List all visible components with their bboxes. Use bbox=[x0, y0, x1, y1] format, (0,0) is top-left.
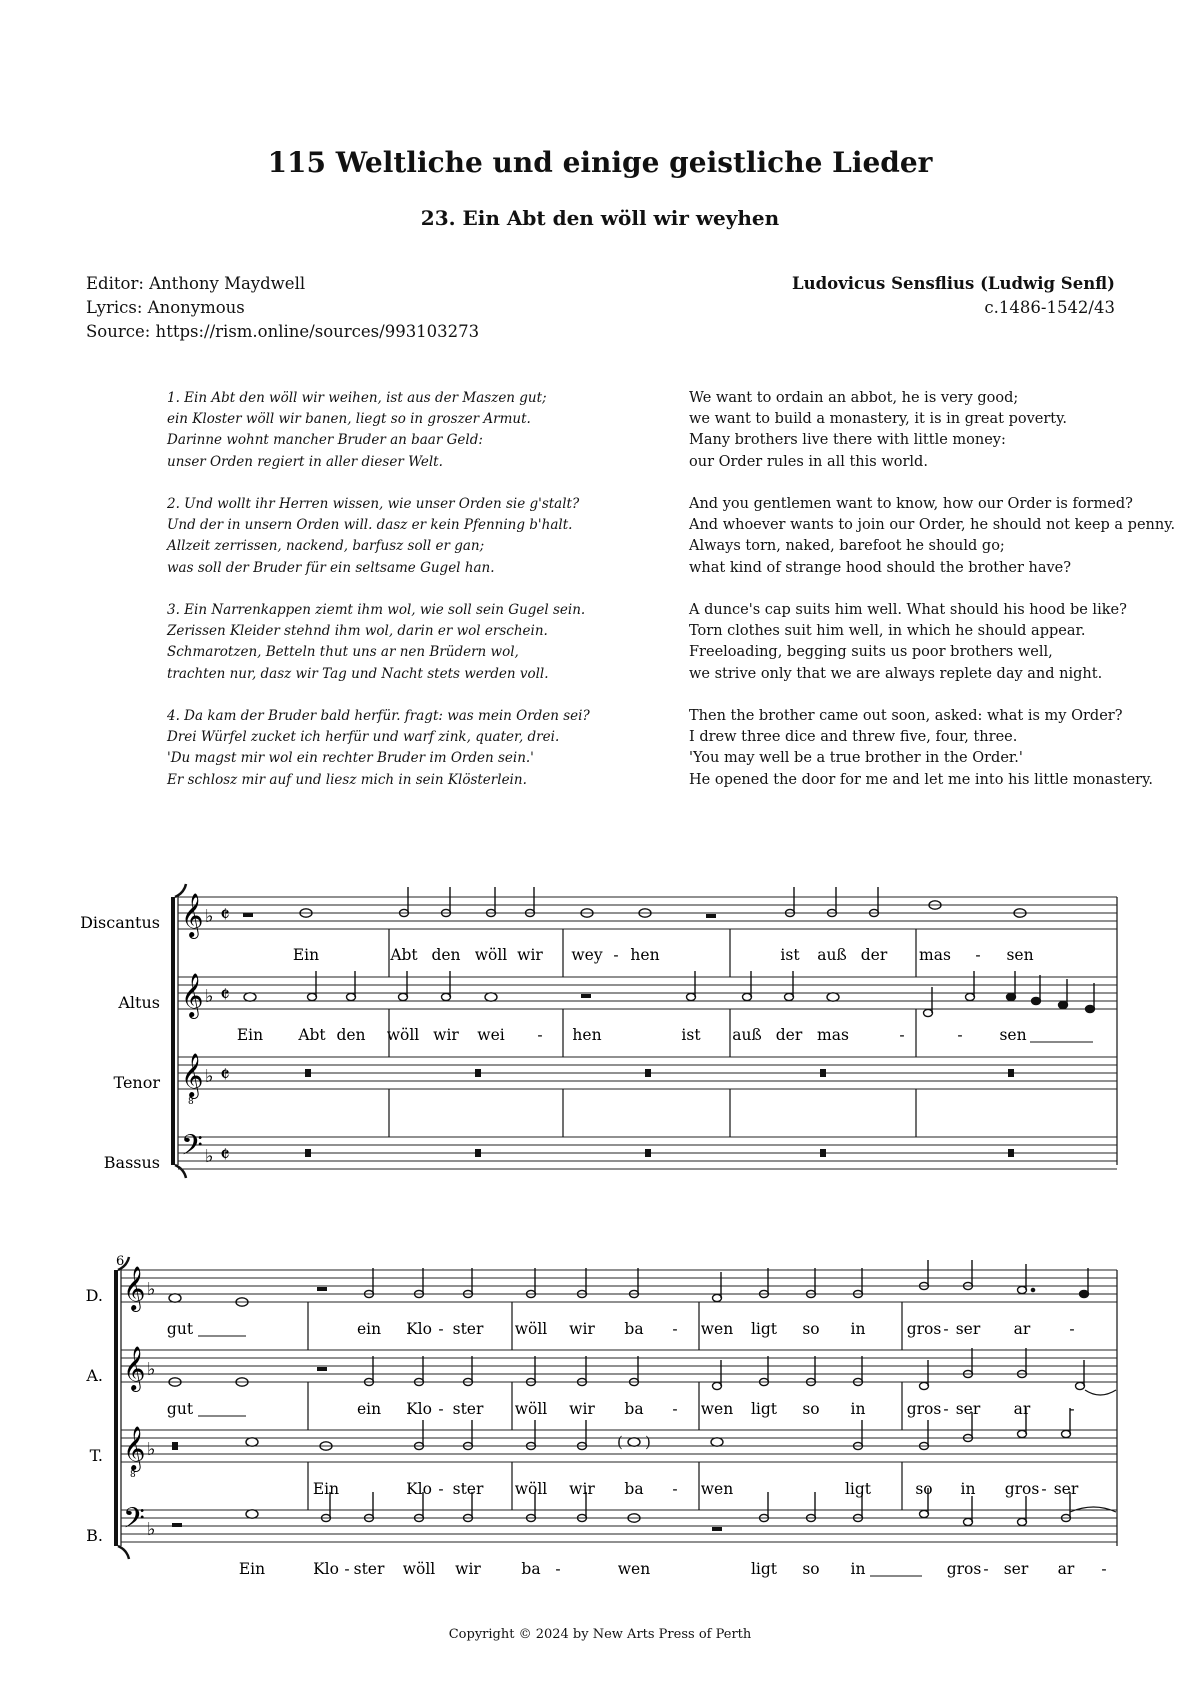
lyrics-discantus bbox=[293, 946, 1034, 964]
lyric-syllable: - bbox=[983, 1560, 989, 1578]
verse-line: what kind of strange hood should the brother have? bbox=[689, 559, 1072, 576]
lyric-syllable: so bbox=[802, 1320, 820, 1338]
verse-line: 3. Ein Narrenkappen ziemt ihm wol, wie soll sein Gugel sein. bbox=[167, 602, 586, 618]
lyric-syllable: in bbox=[850, 1320, 866, 1338]
lyric-syllable: ar bbox=[1057, 1560, 1075, 1578]
lyric-syllable: wir bbox=[455, 1560, 481, 1578]
treble-clef-icon: 𝄞 bbox=[181, 893, 204, 937]
lyric-syllable: ist bbox=[780, 946, 800, 964]
verse-de-2 bbox=[167, 494, 579, 579]
treble-clef-8-icon: 𝄞 bbox=[123, 1426, 146, 1470]
lyrics-a bbox=[167, 1400, 1075, 1418]
treble-clef-icon: 𝄞 bbox=[123, 1266, 146, 1310]
lyric-syllable: ba bbox=[624, 1320, 644, 1338]
composer-name: Ludovicus Sensflius (Ludwig Senfl) bbox=[792, 274, 1115, 293]
verse-line: Torn clothes suit him well, in which he should appear. bbox=[689, 623, 1086, 640]
lyric-syllable: ser bbox=[955, 1320, 981, 1338]
a-notes bbox=[169, 1348, 1116, 1395]
lyric-syllable: wöll bbox=[402, 1560, 436, 1578]
verse-line: Then the brother came out soon, asked: what is my Order? bbox=[689, 708, 1123, 724]
lyric-syllable: wir bbox=[517, 946, 543, 964]
lyric-syllable: so bbox=[915, 1480, 933, 1498]
bass-clef-icon: 𝄢 bbox=[181, 1129, 203, 1169]
verse-line: I drew three dice and threw five, four, three. bbox=[689, 729, 1018, 746]
lyric-syllable: ist bbox=[681, 1026, 701, 1044]
lyrics-altus bbox=[237, 1026, 1027, 1044]
cut-time-icon bbox=[220, 903, 230, 1168]
voice-name: Tenor bbox=[113, 1073, 160, 1092]
lyric-syllable: sen bbox=[1006, 946, 1034, 964]
voice-name: Discantus bbox=[80, 913, 160, 932]
lyric-syllable: ba bbox=[624, 1400, 644, 1418]
verse-en-3 bbox=[689, 600, 1127, 685]
lyric-syllable: - bbox=[672, 1320, 678, 1338]
lyric-syllable: mas bbox=[919, 946, 951, 964]
svg-text:♭: ♭ bbox=[147, 1439, 156, 1460]
lyric-syllable: gros bbox=[946, 1560, 982, 1578]
altus-notes bbox=[244, 971, 1095, 1017]
composer-dates: c.1486-1542/43 bbox=[984, 298, 1115, 317]
lyric-syllable: wen bbox=[700, 1400, 734, 1418]
verse-line: He opened the door for me and let me into his little monastery. bbox=[689, 771, 1153, 788]
lyric-syllable: wir bbox=[569, 1320, 595, 1338]
lyric-syllable: wir bbox=[569, 1480, 595, 1498]
lyric-syllable: ar bbox=[1013, 1320, 1031, 1338]
lyric-syllable: - bbox=[943, 1400, 949, 1418]
svg-text:♭: ♭ bbox=[205, 906, 214, 927]
lyric-syllable: - bbox=[899, 1026, 905, 1044]
voice-name: A. bbox=[86, 1366, 103, 1385]
verse-line: Schmarotzen, Betteln thut uns ar nen Brüdern wol, bbox=[167, 644, 519, 661]
flat-key-icon bbox=[205, 906, 214, 1167]
lyric-syllable: ster bbox=[452, 1400, 484, 1418]
lyrics-t bbox=[313, 1480, 1079, 1498]
lyric-syllable: ster bbox=[353, 1560, 385, 1578]
lyric-syllable: ba bbox=[521, 1560, 541, 1578]
lyric-syllable: ba bbox=[624, 1480, 644, 1498]
lyric-syllable: ser bbox=[955, 1400, 981, 1418]
lyric-syllable: gros bbox=[906, 1400, 942, 1418]
lyric-syllable: so bbox=[802, 1400, 820, 1418]
lyric-syllable: - bbox=[344, 1560, 350, 1578]
svg-text:): ) bbox=[645, 1433, 651, 1451]
verse-line: Er schlosz mir auf und liesz mich in sein Klösterlein. bbox=[167, 771, 527, 788]
verse-line: Zerissen Kleider stehnd ihm wol, darin er wol erschein. bbox=[167, 623, 548, 640]
lyric-syllable: Ein bbox=[238, 1560, 266, 1578]
lyric-syllable: Klo bbox=[406, 1400, 432, 1418]
editor-credit: Editor: Anthony Maydwell bbox=[86, 274, 306, 293]
lyric-syllable: - bbox=[1041, 1480, 1047, 1498]
verse-line: 1. Ein Abt den wöll wir weihen, ist aus der Maszen gut; bbox=[167, 390, 547, 406]
lyric-syllable: - bbox=[1101, 1560, 1107, 1578]
lyric-syllable: ligt bbox=[750, 1560, 778, 1578]
verse-line: We want to ordain an abbot, he is very good; bbox=[689, 390, 1019, 406]
lyric-syllable: ligt bbox=[844, 1480, 872, 1498]
verse-line: 4. Da kam der Bruder bald herfür. fragt: was mein Orden sei? bbox=[167, 708, 590, 724]
lyric-syllable: - bbox=[672, 1480, 678, 1498]
verse-line: Many brothers live there with little money: bbox=[689, 432, 1006, 449]
svg-text:𝄵: 𝄵 bbox=[220, 1143, 230, 1168]
lyric-syllable: - bbox=[555, 1560, 561, 1578]
svg-text:♭: ♭ bbox=[147, 1359, 156, 1380]
lyric-syllable: - bbox=[1069, 1320, 1075, 1338]
voice-name: T. bbox=[89, 1446, 103, 1465]
voice-name: Altus bbox=[118, 993, 160, 1012]
score-system-1 bbox=[0, 880, 1200, 1180]
lyric-syllable: gros bbox=[906, 1320, 942, 1338]
lyric-syllable: wei bbox=[477, 1026, 505, 1044]
verse-line: Und der in unsern Orden will. dasz er kein Pfenning b'halt. bbox=[167, 517, 573, 534]
lyric-syllable: der bbox=[775, 1026, 803, 1044]
verse-de-1 bbox=[167, 388, 547, 473]
flat-key-icon bbox=[147, 1279, 156, 1540]
lyric-syllable: so bbox=[802, 1560, 820, 1578]
page-title: 115 Weltliche und einige geistliche Lieder bbox=[267, 146, 933, 179]
lyric-syllable: wen bbox=[700, 1320, 734, 1338]
lyric-syllable: - bbox=[438, 1320, 444, 1338]
verse-line: unser Orden regiert in aller dieser Welt. bbox=[167, 453, 443, 470]
verse-line: Allzeit zerrissen, nackend, barfusz soll er gan; bbox=[167, 538, 485, 555]
lyric-syllable: den bbox=[431, 946, 461, 964]
measure-number: 6 bbox=[116, 1254, 125, 1269]
score-system-2 bbox=[0, 1250, 1200, 1580]
lyric-syllable: in bbox=[960, 1480, 976, 1498]
lyric-syllable: wöll bbox=[514, 1400, 548, 1418]
lyric-syllable: auß bbox=[817, 946, 847, 964]
lyric-syllable: ser bbox=[1003, 1560, 1029, 1578]
lyric-syllable: - bbox=[957, 1026, 963, 1044]
verse-de-4 bbox=[167, 706, 590, 791]
page-subtitle: 23. Ein Abt den wöll wir weyhen bbox=[420, 206, 780, 230]
verse-en-4 bbox=[689, 706, 1153, 791]
lyric-syllable: Klo bbox=[313, 1560, 339, 1578]
lyric-syllable: wir bbox=[433, 1026, 459, 1044]
verse-line: we want to build a monastery, it is in great poverty. bbox=[689, 411, 1068, 428]
lyric-syllable: auß bbox=[732, 1026, 762, 1044]
octave-mark-icon: 8 bbox=[188, 1097, 194, 1107]
lyric-syllable: ar bbox=[1013, 1400, 1031, 1418]
lyric-syllable: - bbox=[1069, 1400, 1075, 1418]
staff-d bbox=[121, 1270, 1117, 1302]
d-notes bbox=[169, 1260, 1089, 1306]
lyric-syllable: ein bbox=[356, 1320, 382, 1338]
lyrics-b bbox=[239, 1560, 1107, 1578]
lyric-syllable: wöll bbox=[514, 1320, 548, 1338]
svg-text:(: ( bbox=[617, 1433, 623, 1451]
lyric-syllable: Klo bbox=[406, 1480, 432, 1498]
whole-rests bbox=[305, 1069, 1014, 1157]
svg-text:𝄵: 𝄵 bbox=[220, 903, 230, 928]
verse-line: Freeloading, begging suits us poor brothers well, bbox=[689, 644, 1053, 661]
lyric-syllable: der bbox=[860, 946, 888, 964]
lyric-syllable: wen bbox=[617, 1560, 651, 1578]
composer-block bbox=[792, 272, 1115, 320]
lyric-syllable: gut bbox=[166, 1320, 194, 1338]
lyric-syllable: hen bbox=[630, 946, 660, 964]
lyric-syllable: - bbox=[438, 1400, 444, 1418]
lyrics-credit: Lyrics: Anonymous bbox=[86, 298, 245, 317]
lyric-syllable: - bbox=[537, 1026, 543, 1044]
lyric-syllable: gros bbox=[1004, 1480, 1040, 1498]
lyric-syllable: hen bbox=[572, 1026, 602, 1044]
lyric-syllable: wöll bbox=[514, 1480, 548, 1498]
octave-mark-icon: 8 bbox=[130, 1470, 136, 1480]
svg-text:♭: ♭ bbox=[205, 986, 214, 1007]
verse-line: ein Kloster wöll wir banen, liegt so in groszer Armut. bbox=[167, 411, 531, 428]
lyric-syllable: den bbox=[336, 1026, 366, 1044]
svg-text:𝄵: 𝄵 bbox=[220, 1063, 230, 1088]
lyric-syllable: wir bbox=[569, 1400, 595, 1418]
verse-line: 'You may well be a true brother in the Order.' bbox=[689, 750, 1023, 767]
lyric-syllable: - bbox=[943, 1320, 949, 1338]
lyric-syllable: ein bbox=[356, 1400, 382, 1418]
lyric-syllable: - bbox=[613, 946, 619, 964]
verse-line: we strive only that we are always replete day and night. bbox=[689, 665, 1103, 682]
svg-text:♭: ♭ bbox=[147, 1279, 156, 1300]
svg-text:𝄵: 𝄵 bbox=[220, 983, 230, 1008]
lyric-syllable: in bbox=[850, 1560, 866, 1578]
credits bbox=[86, 272, 479, 344]
lyric-syllable: Abt bbox=[390, 946, 418, 964]
bass-clef-icon: 𝄢 bbox=[123, 1502, 145, 1542]
lyric-syllable: ligt bbox=[750, 1400, 778, 1418]
verse-line: our Order rules in all this world. bbox=[689, 453, 928, 470]
lyric-syllable: ster bbox=[452, 1320, 484, 1338]
treble-clef-icon: 𝄞 bbox=[181, 973, 204, 1017]
lyric-syllable: Ein bbox=[292, 946, 320, 964]
verse-line: And you gentlemen want to know, how our Order is formed? bbox=[689, 496, 1133, 512]
verse-en-2 bbox=[689, 494, 1175, 579]
verse-line: 'Du magst mir wol ein rechter Bruder im Orden sein.' bbox=[167, 750, 534, 767]
lyric-syllable: Ein bbox=[312, 1480, 340, 1498]
lyric-syllable: Klo bbox=[406, 1320, 432, 1338]
verse-line: And whoever wants to join our Order, he should not keep a penny. bbox=[689, 517, 1176, 534]
lyric-syllable: Abt bbox=[298, 1026, 326, 1044]
lyric-syllable: wöll bbox=[386, 1026, 420, 1044]
svg-text:♭: ♭ bbox=[205, 1066, 214, 1087]
svg-text:♭: ♭ bbox=[147, 1519, 156, 1540]
verse-line: 2. Und wollt ihr Herren wissen, wie unser Orden sie g'stalt? bbox=[167, 496, 580, 512]
lyrics-d bbox=[167, 1320, 1075, 1338]
lyric-syllable: - bbox=[975, 946, 981, 964]
svg-text:♭: ♭ bbox=[205, 1146, 214, 1167]
voice-name: D. bbox=[85, 1286, 103, 1305]
lyric-syllable: ster bbox=[452, 1480, 484, 1498]
lyric-syllable: in bbox=[850, 1400, 866, 1418]
lyric-syllable: Ein bbox=[236, 1026, 264, 1044]
verse-line: was soll der Bruder für ein seltsame Gugel han. bbox=[167, 559, 495, 576]
lyric-syllable: wöll bbox=[474, 946, 508, 964]
verse-line: Drei Würfel zucket ich herfür und warf zink, quater, drei. bbox=[167, 729, 560, 746]
verse-en-1 bbox=[689, 388, 1067, 473]
verse-line: trachten nur, dasz wir Tag und Nacht stets werden voll. bbox=[167, 665, 549, 682]
lyric-syllable: - bbox=[438, 1480, 444, 1498]
voice-name: Bassus bbox=[103, 1153, 160, 1172]
lyric-syllable: ser bbox=[1053, 1480, 1079, 1498]
lyric-syllable: - bbox=[672, 1400, 678, 1418]
lyric-syllable: wey bbox=[571, 946, 603, 964]
verse-line: Always torn, naked, barefoot he should go; bbox=[689, 538, 1005, 555]
lyric-syllable: sen bbox=[999, 1026, 1027, 1044]
verse-line: Darinne wohnt mancher Bruder an baar Geld: bbox=[167, 432, 483, 449]
verse-line: A dunce's cap suits him well. What should his hood be like? bbox=[689, 602, 1127, 618]
treble-clef-icon: 𝄞 bbox=[123, 1346, 146, 1390]
lyric-syllable: gut bbox=[166, 1400, 194, 1418]
lyric-syllable: mas bbox=[817, 1026, 849, 1044]
lyric-syllable: wen bbox=[700, 1480, 734, 1498]
verse-de-3 bbox=[167, 600, 585, 685]
treble-clef-8-icon: 𝄞 bbox=[181, 1053, 204, 1097]
source-credit: Source: https://rism.online/sources/993103273 bbox=[86, 322, 480, 341]
staff-discantus bbox=[178, 897, 1117, 929]
copyright-footer: Copyright © 2024 by New Arts Press of Perth bbox=[448, 1627, 752, 1642]
lyric-syllable: ligt bbox=[750, 1320, 778, 1338]
voice-name: B. bbox=[86, 1526, 103, 1545]
staff-altus bbox=[178, 977, 1117, 1009]
